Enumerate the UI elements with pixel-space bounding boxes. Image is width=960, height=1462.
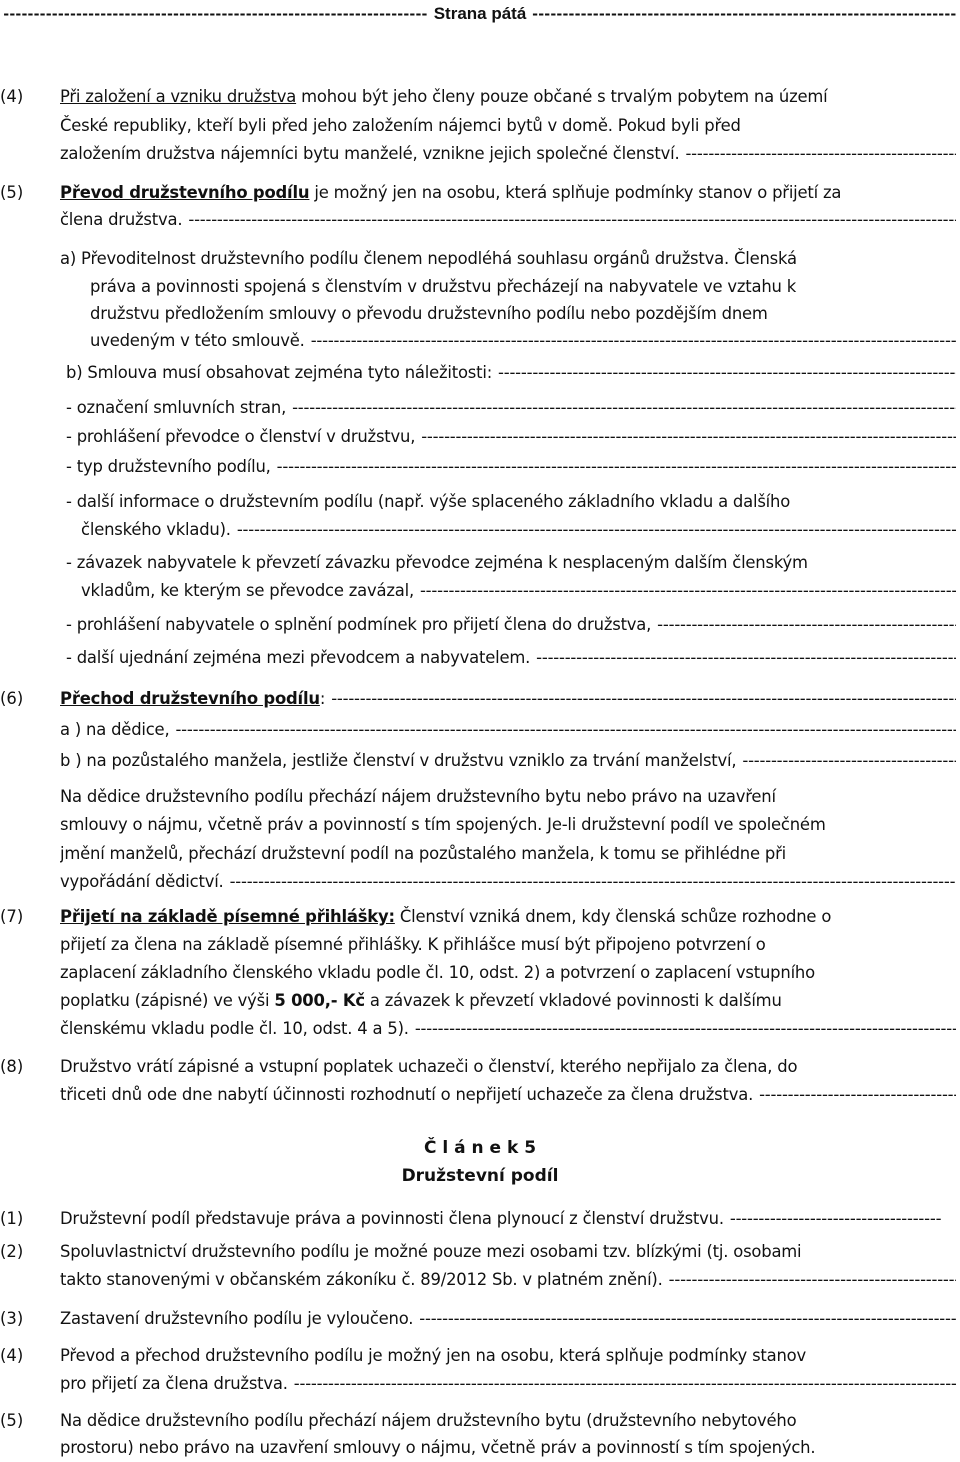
para-line: Na dědice družstevního podílu přechází nájem družstevního bytu nebo právo na uzavření [60,787,776,806]
dash-rule [294,1370,956,1397]
text: uvedeným v této smlouvě. [90,331,305,350]
para-line [90,327,956,354]
dash-rule [657,611,956,638]
dash-rule [419,1305,956,1332]
para-line [66,359,956,386]
para-line [60,140,956,167]
text: - typ družstevního podílu, [66,457,271,476]
para-line [60,685,956,712]
para-line: práva a povinnosti spojená s členstvím v družstvu přecházejí na nabyvatele ve vztahu k [90,277,797,296]
text: založením družstva nájemníci bytu manželé, vznikne jejich společné členství. [60,144,680,163]
para-line [60,1266,956,1293]
list-item [66,611,956,638]
text: třiceti dnů ode dne nabytí účinnosti rozhodnutí o nepřijetí uchazeče za člena družstva. [60,1085,754,1104]
para-line [60,83,956,110]
dash-rule [742,747,956,774]
dash-rule [759,1081,956,1108]
para-line: prostoru) nebo právo na uzavření smlouvy o nájmu, včetně práv a povinností s tím spojených. [60,1438,816,1457]
text: členského vkladu). [66,520,231,539]
text: je možný jen na osobu, která splňuje podmínky stanov o přijetí za [309,183,842,202]
dash-rule [420,577,956,604]
list-item: - závazek nabyvatele k převzetí závazku převodce zejména k nesplaceným dalším členským [66,553,808,572]
article-title: Č l á n e k 5 [423,1138,537,1158]
bold-heading: Přijetí na základě písemné přihlášky: [60,907,395,926]
para-line: přijetí za člena na základě písemné přihlášky. K přihlášce musí být připojeno potvrzení o [60,935,766,954]
list-item [66,516,956,543]
page-header [4,2,956,26]
dash-rule [175,716,956,743]
para-number: (6) [0,689,24,708]
para-line: Na dědice družstevního podílu přechází nájem družstevního bytu (družstevního nebytového [60,1411,797,1430]
dash-rule [498,359,956,386]
para-line: Družstvo vrátí zápisné a vstupní poplatek uchazeči o členství, kterého nepřijalo za člena, do [60,1057,798,1076]
text: Členství vzniká dnem, kdy členská schůze rozhodne o [394,907,832,926]
text: Zastavení družstevního podílu je vyloučeno. [60,1309,414,1328]
text: - označení smluvních stran, [66,398,287,417]
para-line [60,179,956,206]
dash-rule [331,685,956,712]
para-line [60,987,956,1014]
para-line: Převod a přechod družstevního podílu je možný jen na osobu, která splňuje podmínky stanov [60,1346,806,1365]
bold-heading: Převod družstevního podílu [60,183,310,202]
text: pro přijetí za člena družstva. [60,1374,288,1393]
text: - prohlášení převodce o členství v družstvu, [66,427,416,446]
para-line [60,1305,956,1332]
para-line: družstvu předložením smlouvy o převodu družstevního podílu nebo pozdějším dnem [90,304,768,323]
dash-rule [536,644,956,671]
para-number: (5) [0,1411,24,1430]
list-item [66,423,956,450]
para-number: (4) [0,1346,24,1365]
dash-rule [669,1266,956,1293]
para-number: (5) [0,183,24,202]
text: Družstevní podíl představuje práva a povinnosti člena plynoucí z členství družstvu. [60,1209,724,1228]
text: b ) na pozůstalého manžela, jestliže členství v družstvu vzniklo za trvání manželství, [60,751,737,770]
para-line [60,1015,956,1042]
para-line: Spoluvlastnictví družstevního podílu je možné pouze mezi osobami tzv. blízkými (tj. osobami [60,1242,802,1261]
text: vkladům, ke kterým se převodce zavázal, [66,581,414,600]
list-item [66,577,956,604]
text: b) Smlouva musí obsahovat zejména tyto náležitosti: [66,363,493,382]
para-number: (4) [0,87,24,106]
fee-amount: 5 000,- Kč [274,991,365,1010]
list-item [66,453,956,480]
dash-rule [230,868,956,895]
text: : [319,689,326,708]
page-number-title: Strana pátá [433,4,527,23]
dash-rule [237,516,956,543]
para-number: (1) [0,1209,24,1228]
text: člena družstva. [60,210,183,229]
list-item [66,644,956,671]
para-line [60,1081,956,1108]
para-number: (3) [0,1309,24,1328]
para-line: jmění manželů, přechází družstevní podíl na pozůstalého manžela, k tomu se přihlédne při [60,844,786,863]
text: a ) na dědice, [60,720,170,739]
dash-rule [421,423,956,450]
underlined-phrase: Při založení a vzniku družstva [60,87,297,106]
text: členskému vkladu podle čl. 10, odst. 4 a 5). [60,1019,409,1038]
text: - další ujednání zejména mezi převodcem a nabyvatelem. [66,648,531,667]
para-line [60,1370,956,1397]
header-rule-right [532,4,956,24]
para-line [60,903,956,930]
para-number: (7) [0,907,24,926]
para-number: (8) [0,1057,24,1076]
dash-rule [188,206,956,233]
text: vypořádání dědictví. [60,872,224,891]
bold-heading: Přechod družstevního podílu [60,689,320,708]
para-line [60,868,956,895]
dash-rule [730,1205,942,1232]
list-item [60,716,956,743]
text: a závazek k převzetí vkladové povinnosti k dalšímu [364,991,782,1010]
para-line [60,206,956,233]
dash-rule [415,1015,956,1042]
dash-rule [685,140,956,167]
text: mohou být jeho členy pouze občané s trvalým pobytem na území [296,87,828,106]
dash-rule [277,453,956,480]
para-number: (2) [0,1242,24,1261]
para-line: zaplacení základního členského vkladu podle čl. 10, odst. 2) a potvrzení o zaplacení vstupního [60,963,815,982]
article-subtitle: Družstevní podíl [401,1166,559,1186]
text: takto stanovenými v občanském zákoníku č. 89/2012 Sb. v platném znění). [60,1270,663,1289]
list-item [60,747,956,774]
text: poplatku (zápisné) ve výši [60,991,275,1010]
list-item: - další informace o družstevním podílu (např. výše splaceného základního vkladu a dalšího [66,492,791,511]
para-line [60,1205,942,1232]
para-line: a) Převoditelnost družstevního podílu členem nepodléhá souhlasu orgánů družstva. Členská [60,249,797,268]
header-rule-left [4,4,428,24]
para-line: České republiky, kteří byli před jeho založením nájemci bytů v domě. Pokud byli před [60,116,741,135]
text: - prohlášení nabyvatele o splnění podmínek pro přijetí člena do družstva, [66,615,652,634]
dash-rule [311,327,956,354]
dash-rule [292,394,956,421]
para-line: smlouvy o nájmu, včetně práv a povinností s tím spojených. Je-li družstevní podíl ve společném [60,815,826,834]
list-item [66,394,956,421]
